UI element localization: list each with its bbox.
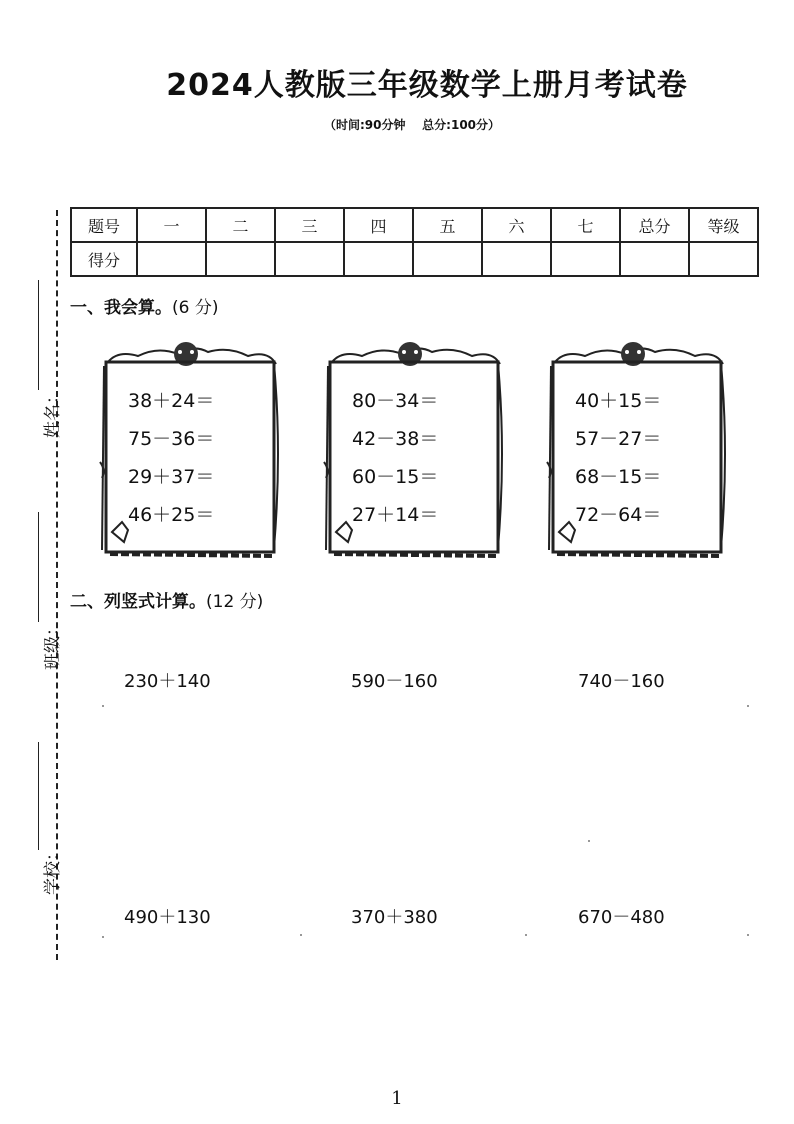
exam-title: 2024人教版三年级数学上册月考试卷 (166, 68, 688, 103)
calc-item: 57－27＝ (575, 428, 662, 450)
scan-speck (102, 705, 104, 707)
calc-item: 80－34＝ (352, 390, 439, 412)
scan-speck (300, 934, 302, 936)
scan-speck (525, 934, 527, 936)
table-header-cell: 三 (275, 208, 344, 242)
table-header-cell: 七 (551, 208, 620, 242)
section-1-heading: 一、我会算。 (70, 298, 172, 318)
calc-item: 46＋25＝ (128, 504, 215, 526)
page-number: 1 (391, 1088, 403, 1109)
scan-speck (588, 840, 590, 842)
section-1-points: (6 分) (172, 298, 219, 318)
table-header-cell: 五 (413, 208, 482, 242)
class-label: 班级： (43, 619, 63, 670)
calc-item: 40＋15＝ (575, 390, 662, 412)
table-header-cell: 二 (206, 208, 275, 242)
school-line (38, 742, 39, 850)
exam-subtitle: （时间:90分钟 总分:100分） (323, 118, 501, 132)
score-cell[interactable] (689, 242, 758, 276)
score-table (70, 207, 759, 277)
name-label: 姓名： (43, 387, 63, 438)
table-header-cell: 六 (482, 208, 551, 242)
section-2-title (70, 587, 263, 612)
scan-speck (747, 934, 749, 936)
calc-item: 38＋24＝ (128, 390, 215, 412)
table-header-cell: 等级 (689, 208, 758, 242)
calc-item: 29＋37＝ (128, 466, 215, 488)
school-field[interactable] (14, 742, 63, 897)
calc-list (128, 382, 214, 534)
vertical-calc-problem: 740－160 (578, 671, 665, 692)
calc-frame-3 (545, 342, 727, 560)
table-header-cell: 一 (137, 208, 206, 242)
score-table-header-row (71, 208, 758, 242)
score-cell[interactable] (551, 242, 620, 276)
section-1-title (70, 293, 218, 318)
score-cell[interactable] (620, 242, 689, 276)
table-header-cell: 题号 (71, 208, 137, 242)
name-field[interactable] (14, 280, 63, 440)
score-row-label: 得分 (71, 242, 137, 276)
table-header-cell: 总分 (620, 208, 689, 242)
scan-speck (747, 705, 749, 707)
school-label: 学校： (43, 844, 63, 895)
class-line (38, 512, 39, 622)
calc-item: 42－38＝ (352, 428, 439, 450)
calc-item: 27＋14＝ (352, 504, 439, 526)
scan-speck (102, 936, 104, 938)
score-cell[interactable] (137, 242, 206, 276)
section-2-points: (12 分) (206, 592, 264, 612)
calc-frame-2 (322, 342, 504, 560)
calc-item: 75－36＝ (128, 428, 215, 450)
score-cell[interactable] (206, 242, 275, 276)
score-cell[interactable] (344, 242, 413, 276)
calc-item: 72－64＝ (575, 504, 662, 526)
calc-list (352, 382, 438, 534)
table-header-cell: 四 (344, 208, 413, 242)
score-cell[interactable] (275, 242, 344, 276)
calc-item: 60－15＝ (352, 466, 439, 488)
vertical-calc-problem: 490＋130 (124, 907, 211, 928)
vertical-calc-problem: 370＋380 (351, 907, 438, 928)
score-cell[interactable] (413, 242, 482, 276)
calc-item: 68－15＝ (575, 466, 662, 488)
vertical-calc-problem: 590－160 (351, 671, 438, 692)
vertical-calc-problem: 670－480 (578, 907, 665, 928)
calc-list (575, 382, 661, 534)
section-2-heading: 二、列竖式计算。 (70, 592, 206, 612)
calc-frame-1 (98, 342, 280, 560)
vertical-calc-problem: 230＋140 (124, 671, 211, 692)
name-line (38, 280, 39, 390)
score-cell[interactable] (482, 242, 551, 276)
score-table-score-row (71, 242, 758, 276)
class-field[interactable] (14, 512, 63, 672)
